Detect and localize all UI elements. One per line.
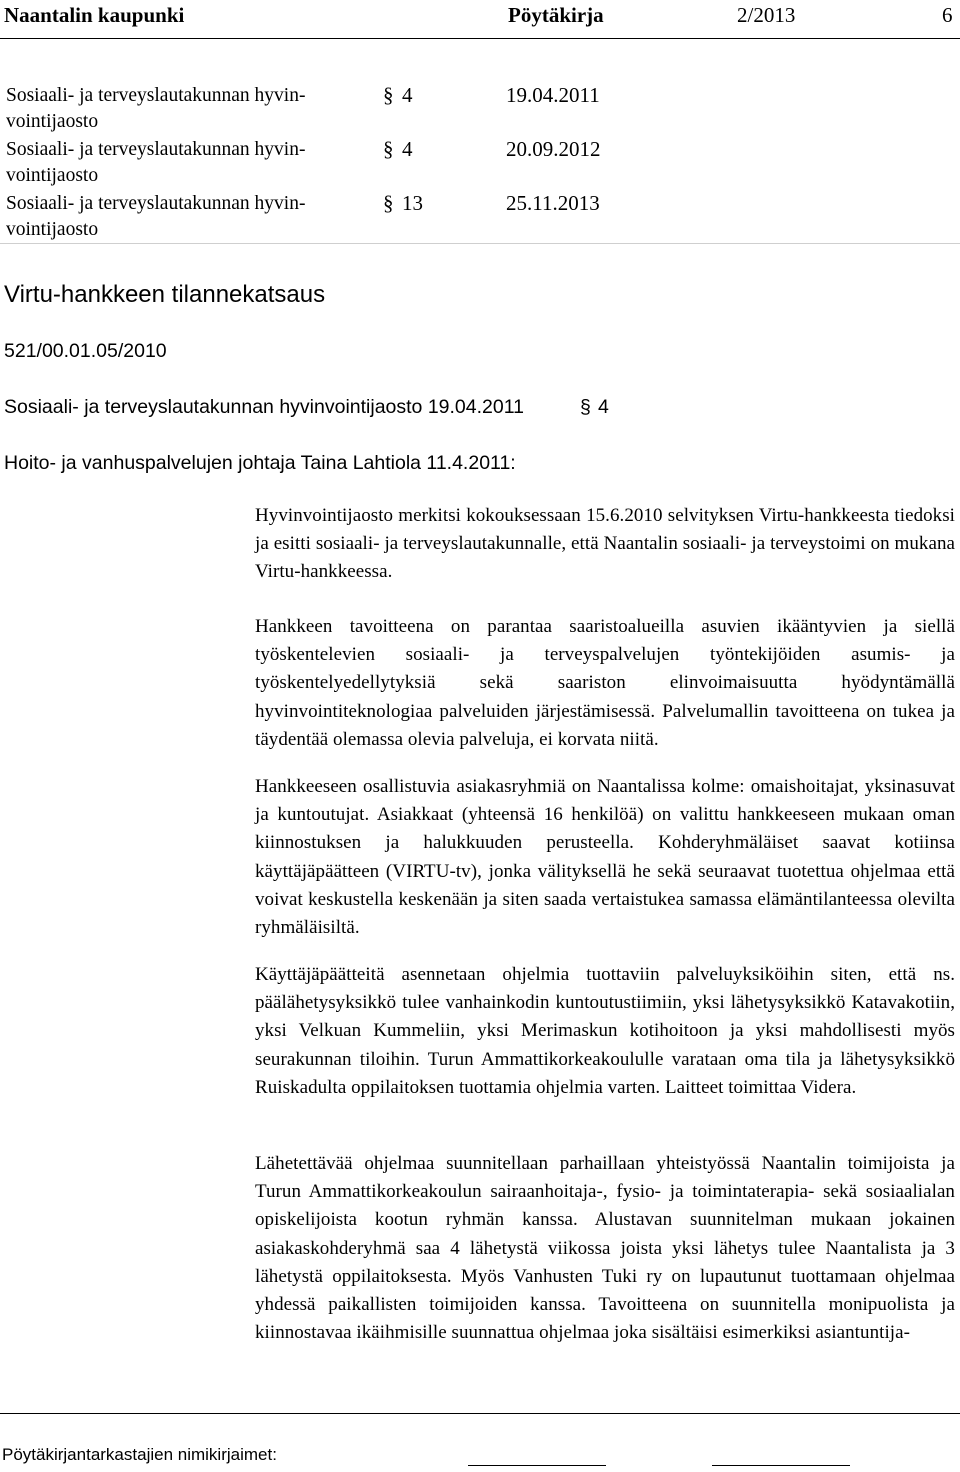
reference-number: 13	[402, 191, 423, 215]
reference-body-line: vointijaosto	[6, 111, 99, 132]
reference-number: 4	[402, 83, 413, 107]
previous-paragraph-sign: §	[580, 396, 591, 418]
reference-date: 25.11.2013	[506, 191, 600, 215]
reference-body-line: vointijaosto	[6, 165, 99, 186]
paragraph-sign: §	[383, 191, 394, 215]
reference-rule	[0, 243, 960, 244]
reference-body-line: Sosiaali- ja terveyslautakunnan hyvin-	[6, 193, 306, 214]
paragraph-sign: §	[383, 137, 394, 161]
signature-line	[468, 1465, 606, 1466]
header-doc-type: Pöytäkirja	[508, 3, 604, 27]
previous-meeting: Sosiaali- ja terveyslautakunnan hyvinvointijaosto 19.04.2011	[4, 396, 524, 418]
previous-paragraph-number: 4	[598, 396, 609, 418]
reference-date: 20.09.2012	[506, 137, 601, 161]
body-paragraph: Hyvinvointijaosto merkitsi kokouksessaan 15.6.2010 selvityksen Virtu-hankkeesta tiedoksi ja esitti sosiaali- ja terveyslautakunnalle, että Naantalin sosiaali- ja terveystoimi on mukana Virtu-hankkeessa.	[255, 505, 955, 583]
footer-rule	[0, 1413, 960, 1414]
reference-number: 4	[402, 137, 413, 161]
reference-body-line: vointijaosto	[6, 219, 99, 240]
header-org: Naantalin kaupunki	[4, 3, 185, 27]
diary-number: 521/00.01.05/2010	[4, 340, 167, 362]
reference-body-line: Sosiaali- ja terveyslautakunnan hyvin-	[6, 85, 306, 106]
body-paragraph: Hankkeen tavoitteena on parantaa saaristoalueilla asuvien ikääntyvien ja siellä työskentelevien sosiaali- ja terveyspalvelujen työntekijöiden asumis- ja työskentelyedellytyksiä sekä saariston elinvoimaisuutta hyödyntämällä hyvinvointiteknologiaa palveluiden järjestämisessä. Palvelumallin tavoitteena on tukea ja täydentää olemassa olevia palveluja, ei korvata niitä.	[255, 616, 955, 750]
paragraph-sign: §	[383, 83, 394, 107]
presenter: Hoito- ja vanhuspalvelujen johtaja Taina Lahtiola 11.4.2011:	[4, 452, 516, 474]
reference-body-line: Sosiaali- ja terveyslautakunnan hyvin-	[6, 139, 306, 160]
footer-label: Pöytäkirjantarkastajien nimikirjaimet:	[2, 1445, 277, 1464]
header-rule	[0, 38, 960, 39]
body-paragraph: Lähetettävää ohjelmaa suunnitellaan parhaillaan yhteistyössä Naantalin toimijoista ja Turun Ammattikorkeakoulun sairaanhoitaja-, fysio- ja toimintaterapia- sekä sosiaalialan opiskelijoista kootun ryhmän kanssa. Alustavan suunnitelman mukaan jokainen asiakaskohderyhmä saa 4 lähetystä viikossa joista yksi lähetys tulee Naantalista ja 3 lähetystä oppilaitoksesta. Myös Vanhusten Tuki ry on lupautunut tuottamaan ohjelmaa yhdessä paikallisten toimijoiden kanssa. Tavoitteena on suunnitella monipuolista ja kiinnostavaa ikäihmisille suunnattua ohjelmaa joka sisältäisi esimerkiksi asiantuntija-	[255, 1153, 955, 1344]
body-paragraph: Hankkeeseen osallistuvia asiakasryhmiä on Naantalissa kolme: omaishoitajat, yksinasuvat ja kuntoutujat. Asiakkaat (yhteensä 16 henkilöä) on valittu hankkeeseen mukaan oman kiinnostuksen ja halukkuuden perusteella. Kohderyhmäläiset saavat kotiinsa käyttäjäpäätteen (VIRTU-tv), jonka välityksellä he sekä seuraavat tuotettua ohjelmaa että voivat keskustella keskenään ja siten saada vertaistukea samassa elämäntilanteessa olevilta ryhmäläisiltä.	[255, 776, 955, 939]
body-paragraph: Käyttäjäpäätteitä asennetaan ohjelmia tuottaviin palveluyksiköihin siten, että ns. päälähetysyksikkö tulee vanhainkodin kuntoutustiimiin, yksi lähetysyksikkö Katavakotiin, yksi Velkuan Kummeliin, yksi Merimaskun kotihoitoon ja yksi mahdollisesti myös seurakunnan tiloihin. Turun Ammattikorkeakoululle varataan oma tila ja lähetysyksikkö Ruiskadulta oppilaitoksen tuottamia ohjelmia varten. Laitteet toimittaa Videra.	[255, 964, 955, 1098]
signature-line	[712, 1465, 850, 1466]
header-doc-number: 2/2013	[737, 3, 796, 27]
reference-date: 19.04.2011	[506, 83, 600, 107]
header-page-number: 6	[942, 3, 953, 27]
section-title: Virtu-hankkeen tilannekatsaus	[4, 281, 326, 308]
